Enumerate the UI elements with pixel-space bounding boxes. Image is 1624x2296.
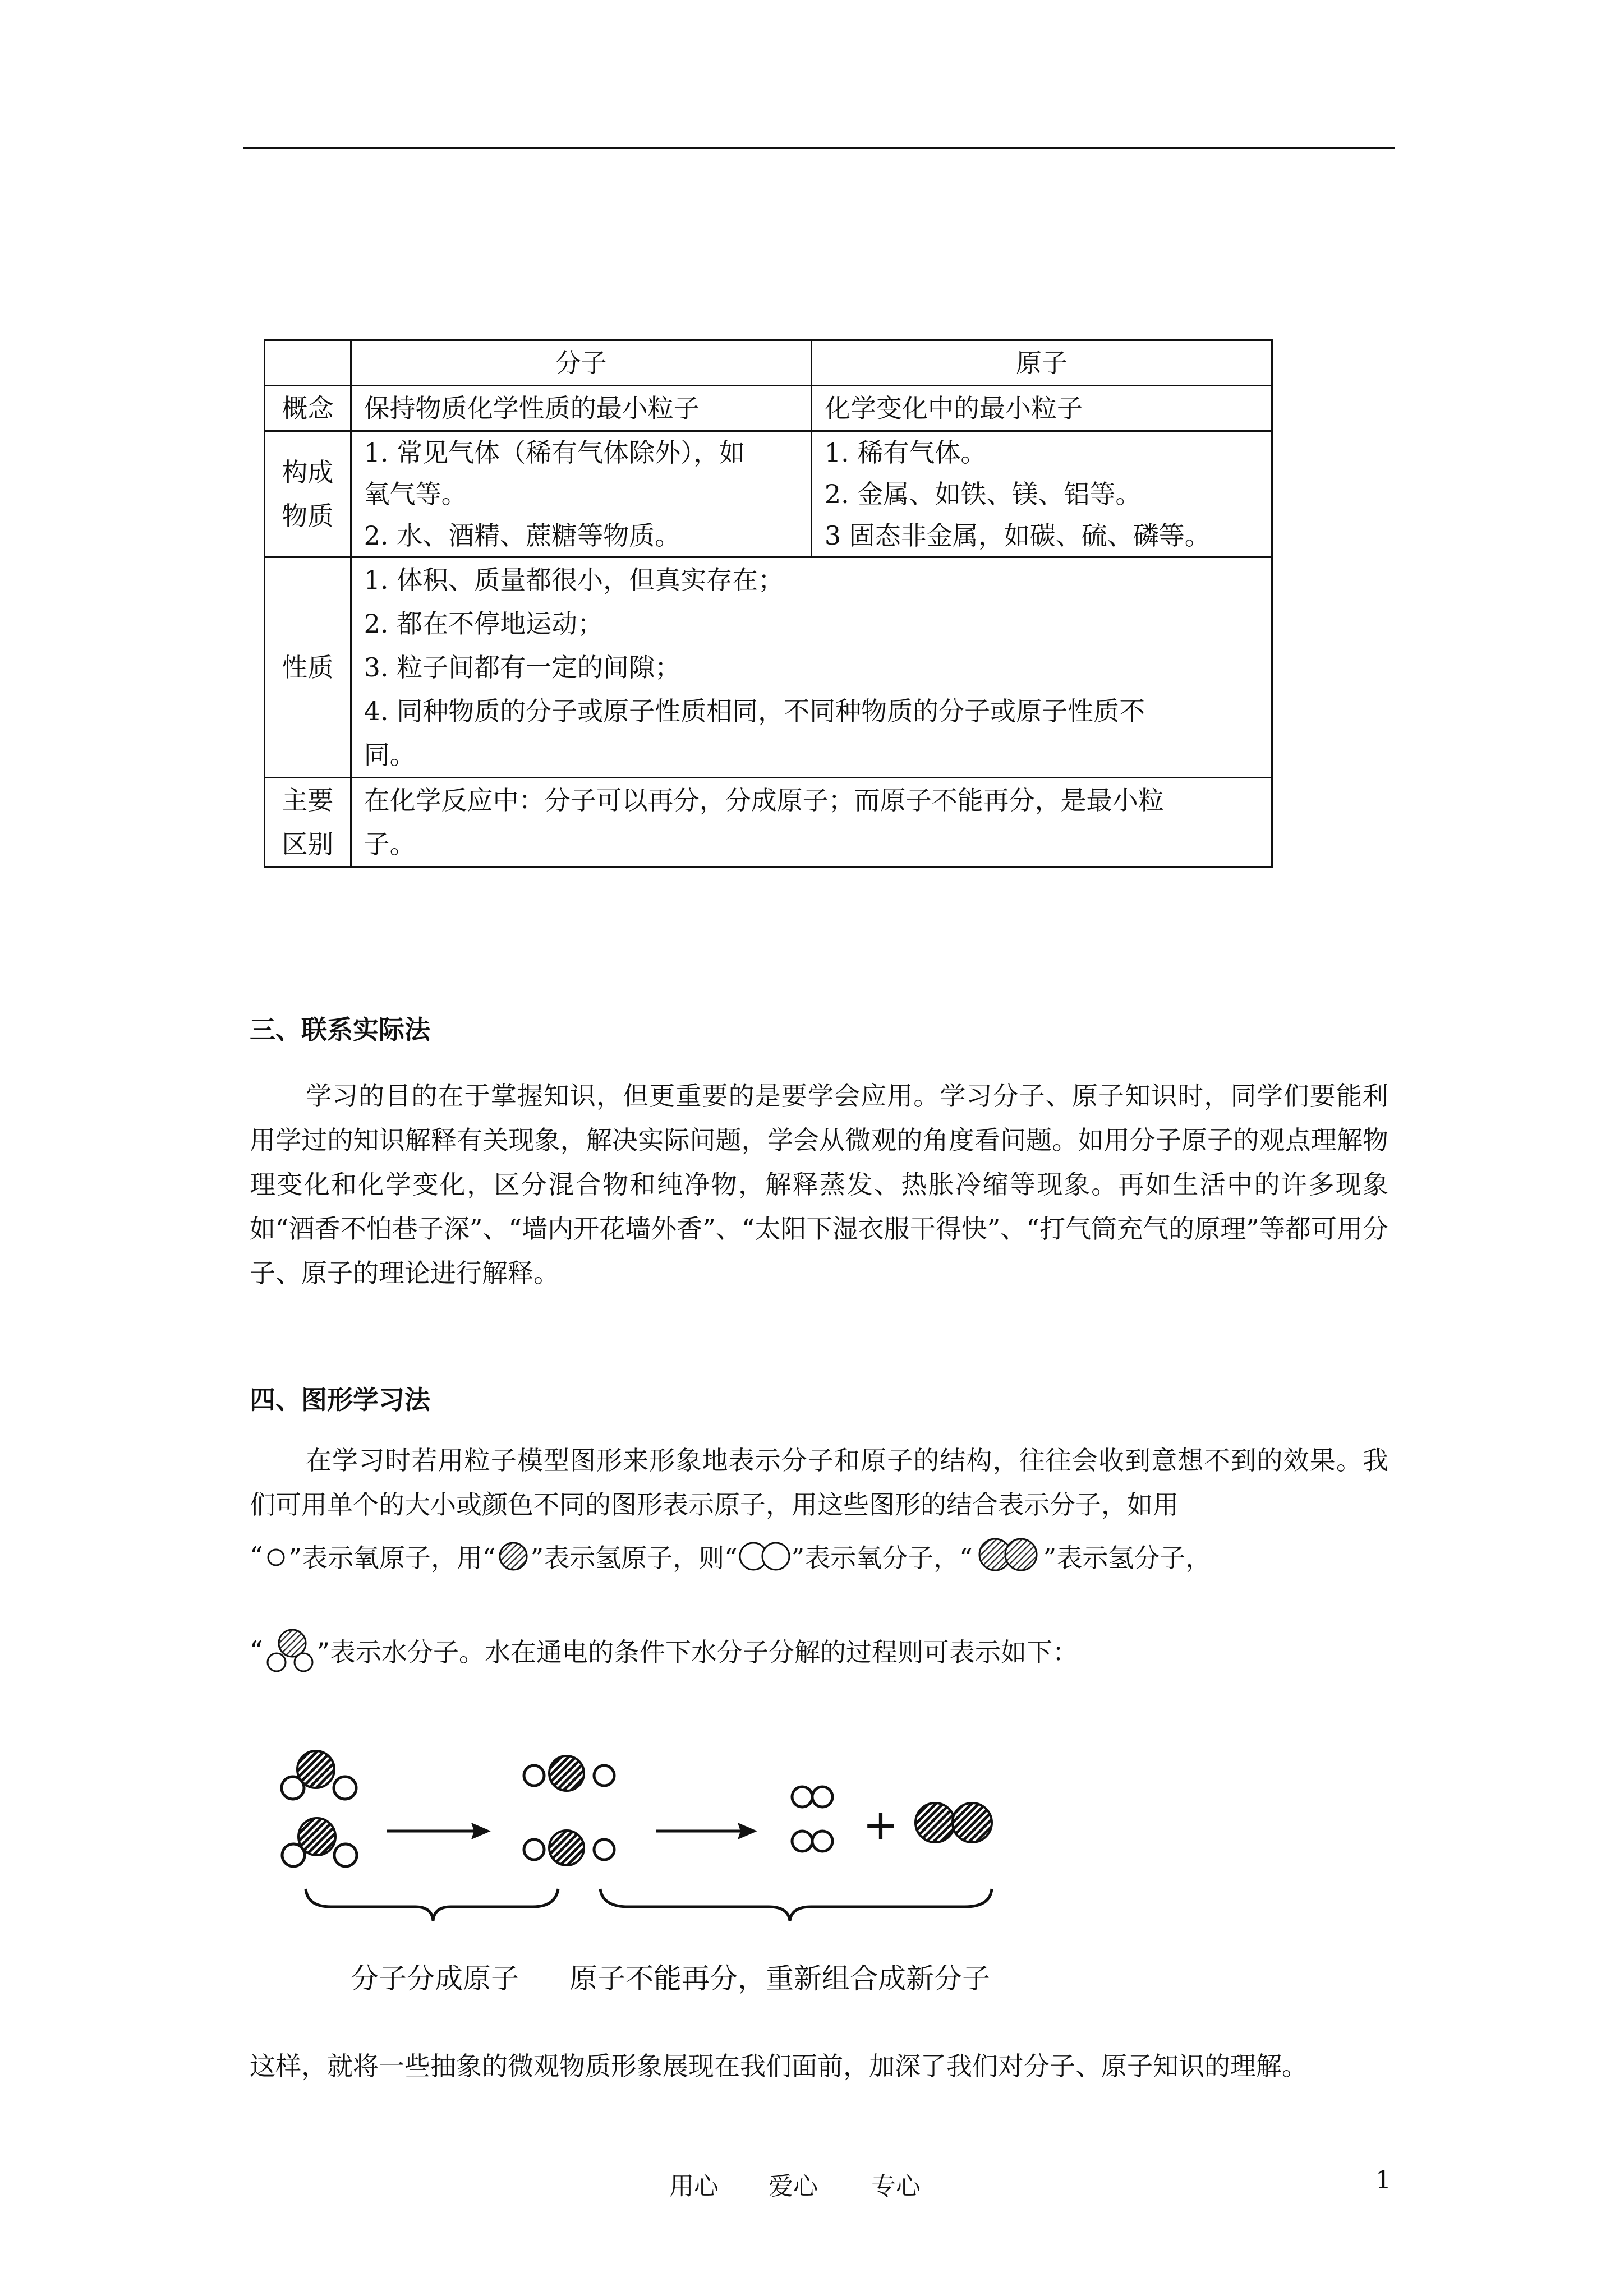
separated-atoms-top: [524, 1756, 614, 1791]
legend-line-1: “ ”表示氧原子，用“ ”表示氢原子，则“ ”表示氧分子，“ ”表示氢分子，: [250, 1537, 1394, 1576]
row-label-properties: 性质: [265, 557, 351, 778]
arrow-1: [387, 1823, 491, 1839]
table-corner-cell: [265, 340, 351, 386]
row-label-concept: 概念: [265, 386, 351, 431]
water-molecule-icon: [263, 1626, 317, 1675]
page-number: 1: [1375, 2166, 1391, 2194]
hydrogen-molecule-icon: [973, 1537, 1043, 1576]
section4-title: 四、图形学习法: [250, 1385, 430, 1415]
footer-motto-3: 专心: [871, 2172, 921, 2201]
concept-atom: 化学变化中的最小粒子: [811, 386, 1272, 431]
brace-right: [600, 1889, 992, 1921]
header-atom: 原子: [811, 340, 1272, 386]
oxygen-atom-icon: [263, 1543, 289, 1569]
table-row-composition: [265, 431, 1272, 557]
legend-line-2: “ ”表示水分子。水在通电的条件下水分子分解的过程则可表示如下：: [250, 1626, 1394, 1675]
diagram-caption-right: 原子不能再分，重新组合成新分子: [569, 1962, 990, 1995]
brace-left: [306, 1889, 558, 1921]
diagram-caption-left: 分子分成原子: [351, 1962, 519, 1995]
row-label-difference: 主要 区别: [265, 778, 351, 867]
table-row-concept: [265, 386, 1272, 431]
water-molecule-bottom: [282, 1818, 357, 1866]
footer-motto-2: 爱心: [769, 2172, 818, 2201]
separated-atoms-bottom: [524, 1831, 614, 1865]
concept-molecule: 保持物质化学性质的最小粒子: [351, 386, 811, 431]
hydrogen-molecule: [915, 1803, 992, 1842]
molecule-atom-comparison-table: [264, 339, 1273, 868]
oxygen-molecule-top: [792, 1787, 832, 1807]
oxygen-molecule-bottom: [792, 1831, 832, 1851]
oxygen-molecule-icon: [738, 1539, 792, 1574]
row-label-composition: 构成 物质: [265, 431, 351, 557]
table-row-difference: [265, 778, 1272, 867]
plus-sign: +: [863, 1800, 899, 1850]
composition-molecule: 1. 常见气体（稀有气体除外），如 氧气等。 2. 水、酒精、蔗糖等物质。: [351, 431, 811, 557]
footer-motto-1: 用心: [669, 2172, 719, 2201]
header-molecule: 分子: [351, 340, 811, 386]
properties-content: 1. 体积、质量都很小，但真实存在； 2. 都在不停地运动； 3. 粒子间都有一定的间隙； 4. 同种物质的分子或原子性质相同，不同种物质的分子或原子性质不 同。: [351, 557, 1272, 778]
section3-paragraph: 学习的目的在于掌握知识，但更重要的是要学会应用。学习分子、原子知识时，同学们要能利用学过的知识解释有关现象，解决实际问题，学会从微观的角度看问题。如用分子原子的观点理解物理变化和化学变化，区分混合物和纯净物，解释蒸发、热胀冷缩等现象。再如生活中的许多现象如“酒香不怕巷子深”、“墙内开花墙外香”、“太阳下湿衣服干得快”、“打气筒充气的原理”等都可用分子、原子的理论进行解释。: [250, 1081, 1388, 1288]
header-rule: [243, 147, 1395, 149]
electrolysis-diagram: [264, 1739, 1049, 1963]
table-header-row: [265, 340, 1272, 386]
section4-conclusion: 这样，就将一些抽象的微观物质形象展现在我们面前，加深了我们对分子、原子知识的理解。: [250, 2051, 1308, 2081]
section4-paragraph: 在学习时若用粒子模型图形来形象地表示分子和原子的结构，往往会收到意想不到的效果。我们可用单个的大小或颜色不同的图形表示原子，用这些图形的结合表示分子，如用: [250, 1445, 1388, 1520]
section3-title: 三、联系实际法: [250, 1015, 430, 1045]
water-molecule-top: [282, 1751, 356, 1799]
table-row-properties: [265, 557, 1272, 778]
composition-atom: 1. 稀有气体。 2. 金属、如铁、镁、铝等。 3 固态非金属，如碳、硫、磷等。: [811, 431, 1272, 557]
hydrogen-atom-icon: [496, 1539, 531, 1574]
difference-content: 在化学反应中：分子可以再分，分成原子；而原子不能再分，是最小粒 子。: [351, 778, 1272, 867]
arrow-2: [656, 1823, 757, 1839]
